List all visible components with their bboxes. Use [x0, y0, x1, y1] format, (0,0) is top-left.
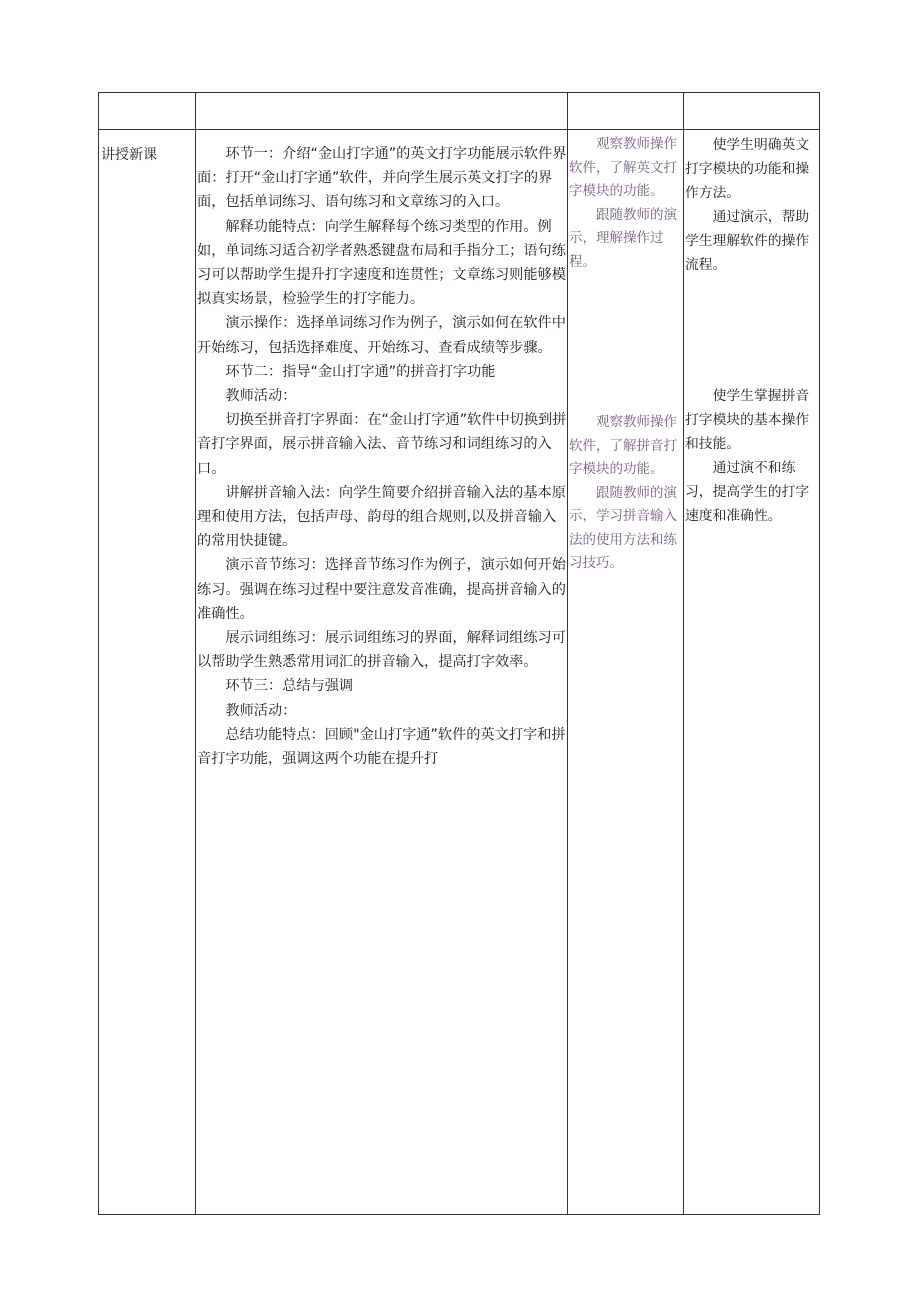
- design-intent-cell: [685, 384, 819, 528]
- content-paragraph: 总结功能特点：回顾"金山打字通”软件的英文打字和拼音打字功能，强调这两个功能在提升打: [197, 726, 566, 768]
- content-paragraph: 讲解拼音输入法：向学生简要介绍拼音输入法的基本原理和使用方法，包括声母、韵母的组合规则,以及拼音输入的常用快捷键。: [197, 484, 566, 550]
- section-label: 讲授新课: [101, 147, 157, 163]
- design-intent-text: 使学生掌握拼音打字模块的基本操作和技能。: [685, 388, 810, 452]
- row-divider: [99, 129, 819, 130]
- student-activity-text: 跟随教师的演示，理解操作过程。: [569, 206, 677, 270]
- student-activity-text: 观察教师操作软件，了解英文打字模块的功能。: [569, 136, 677, 199]
- lesson-plan-table: [98, 92, 820, 1215]
- column-divider: [683, 93, 684, 1214]
- student-activity-text: 观察教师操作软件，了解拼音打字模块的功能。: [569, 414, 677, 477]
- design-intent-text: 使学生明确英文打字模块的功能和操作方法。: [685, 137, 810, 201]
- content-paragraph: 演示音节练习：选择音节练习作为例子，演示如何开始练习。强调在练习过程中要注意发音准确，提高拼音输入的准确性。: [197, 557, 566, 622]
- content-paragraph: 教师活动：: [225, 702, 297, 719]
- design-intent-cell: [685, 133, 819, 277]
- student-activity-cell: [569, 133, 681, 274]
- content-cell: [197, 142, 567, 771]
- column-divider: [567, 93, 568, 1214]
- design-intent-text: 通过演示，帮助学生理解软件的操作流程。: [685, 209, 810, 273]
- section-label-cell: [101, 143, 193, 167]
- content-paragraph: 环节三：总结与强调: [225, 678, 354, 695]
- design-intent-text: 通过演不和练习，提高学生的打字速度和准确性。: [685, 460, 810, 524]
- content-paragraph: 切换至拼音打字界面：在“金山打字通”软件中切换到拼音打字界面，展示拼音输入法、音节练习和词组练习的入口。: [197, 412, 567, 477]
- content-paragraph: 展示词组练习：展示词组练习的界面，解释词组练习可以帮助学生熟悉常用词汇的拼音输入，提高打字效率。: [197, 630, 566, 671]
- student-activity-cell: [569, 411, 681, 576]
- content-paragraph: 演示操作：选择单词练习作为例子，演示如何在软件中开始练习，包括选择难度、开始练习、查看成绩等步骤。: [197, 315, 566, 356]
- content-paragraph: 环节二：指导“金山打字通”的拼音打字功能: [225, 363, 496, 380]
- content-paragraph: 环节一：介绍“金山打字通”的英文打字功能展示软件界面：打开“金山打字通”软件，并向学生展示英文打字的界面，包括单词练习、语句练习和文章练习的入口。: [197, 146, 567, 211]
- content-paragraph: 教师活动：: [225, 388, 297, 405]
- student-activity-text: 跟随教师的演示，学习拼音输入法的使用方法和练习技巧。: [569, 484, 677, 571]
- content-paragraph: 解释功能特点：向学生解释每个练习类型的作用。例如，单词练习适合初学者熟悉键盘布局和手指分工；语句练习可以帮助学生提升打字速度和连贯性；文章练习则能够模拟真实场景，检验学生的打字能力。: [197, 218, 566, 308]
- column-divider: [195, 93, 196, 1214]
